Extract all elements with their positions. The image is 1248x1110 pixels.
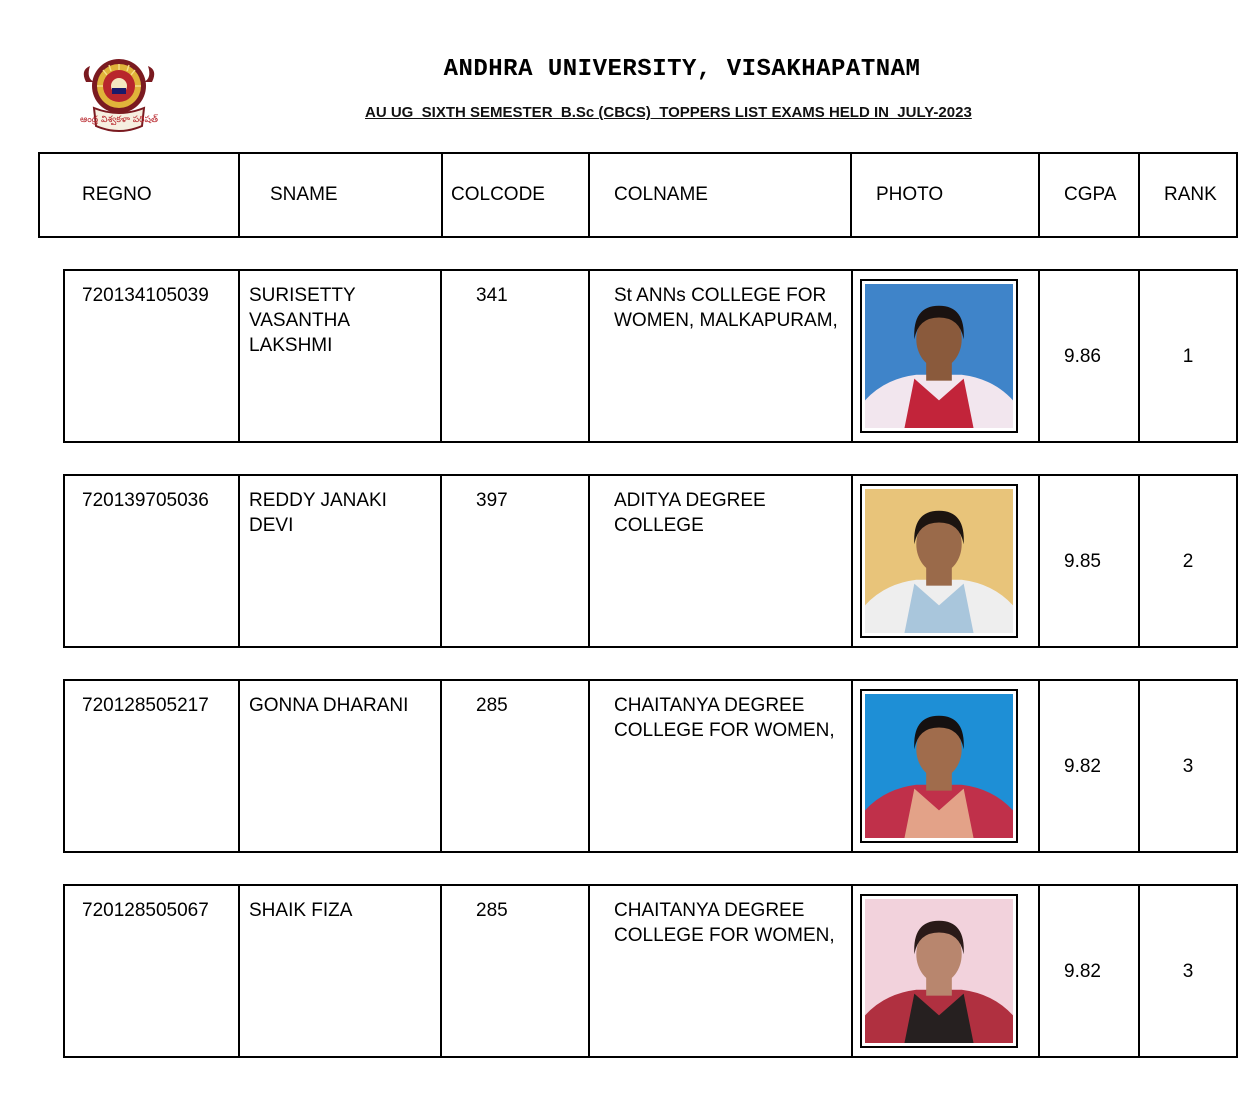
sname-cell: SHAIK FIZA — [239, 885, 441, 1057]
colname-cell: St ANNs COLLEGE FOR WOMEN, MALKAPURAM, — [589, 270, 852, 442]
table-row — [63, 474, 1238, 648]
student-photo — [860, 689, 1018, 843]
regno-cell: 720134105039 — [64, 270, 239, 442]
student-portrait-icon — [865, 489, 1013, 633]
student-photo — [860, 894, 1018, 1048]
cgpa-cell: 9.86 — [1039, 270, 1139, 442]
student-photo — [860, 279, 1018, 433]
sname-cell: GONNA DHARANI — [239, 680, 441, 852]
student-portrait-icon — [865, 899, 1013, 1043]
header-cgpa: CGPA — [1039, 153, 1139, 237]
header-rank: RANK — [1139, 153, 1237, 237]
student-photo — [860, 484, 1018, 638]
photo-cell — [852, 270, 1039, 442]
student-portrait-icon — [865, 694, 1013, 838]
colname-cell: CHAITANYA DEGREE COLLEGE FOR WOMEN, — [589, 885, 852, 1057]
colname-cell: ADITYA DEGREE COLLEGE — [589, 475, 852, 647]
university-title: ANDHRA UNIVERSITY, VISAKHAPATNAM — [443, 56, 921, 83]
photo-cell — [852, 885, 1039, 1057]
rank-cell: 3 — [1139, 885, 1237, 1057]
header-photo: PHOTO — [851, 153, 1039, 237]
rank-cell: 3 — [1139, 680, 1237, 852]
colcode-cell: 397 — [441, 475, 589, 647]
list-subtitle: AU UG SIXTH SEMESTER B.Sc (CBCS) TOPPERS LIST EXAMS HELD IN JULY-2023 — [365, 104, 972, 121]
header-colcode: COLCODE — [442, 153, 589, 237]
sname-cell: SURISETTY VASANTHA LAKSHMI — [239, 270, 441, 442]
colname-cell: CHAITANYA DEGREE COLLEGE FOR WOMEN, — [589, 680, 852, 852]
sname-cell: REDDY JANAKI DEVI — [239, 475, 441, 647]
table-row — [63, 679, 1238, 853]
svg-text:ఆంధ్ర విశ్వకళా పరిషత్: ఆంధ్ర విశ్వకళా పరిషత్ — [80, 115, 158, 125]
regno-cell: 720128505067 — [64, 885, 239, 1057]
cgpa-cell: 9.85 — [1039, 475, 1139, 647]
regno-cell: 720128505217 — [64, 680, 239, 852]
column-header-table — [38, 152, 1238, 238]
photo-cell — [852, 475, 1039, 647]
colcode-cell: 341 — [441, 270, 589, 442]
colcode-cell: 285 — [441, 680, 589, 852]
student-portrait-icon — [865, 284, 1013, 428]
table-row — [63, 884, 1238, 1058]
header-sname: SNAME — [239, 153, 442, 237]
header-regno: REGNO — [39, 153, 239, 237]
rank-cell: 2 — [1139, 475, 1237, 647]
photo-cell — [852, 680, 1039, 852]
rank-cell: 1 — [1139, 270, 1237, 442]
cgpa-cell: 9.82 — [1039, 885, 1139, 1057]
table-row — [63, 269, 1238, 443]
regno-cell: 720139705036 — [64, 475, 239, 647]
header-colname: COLNAME — [589, 153, 851, 237]
cgpa-cell: 9.82 — [1039, 680, 1139, 852]
colcode-cell: 285 — [441, 885, 589, 1057]
